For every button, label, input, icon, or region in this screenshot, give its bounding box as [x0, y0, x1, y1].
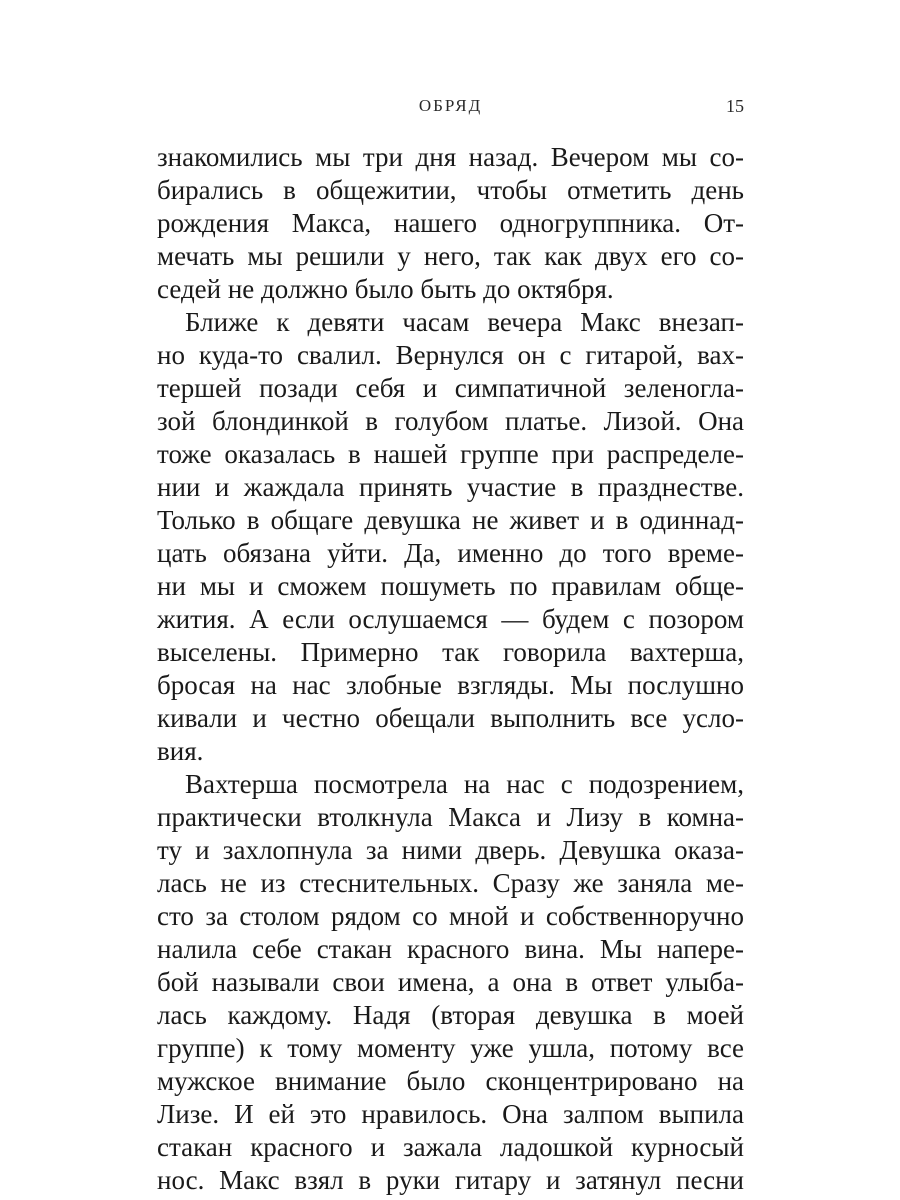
- text-line: бой называли свои имена, а она в ответ улыба-: [157, 967, 744, 997]
- text-line: лась каждому. Надя (вторая девушка в моей: [157, 1000, 744, 1030]
- text-line: седей не должно было быть до октября.: [157, 274, 614, 304]
- text-line: Лизе. И ей это нравилось. Она залпом выпила: [157, 1099, 744, 1129]
- text-line: ту и захлопнула за ними дверь. Девушка оказа-: [157, 835, 744, 865]
- page-header: [157, 96, 744, 126]
- text-line: зой блондинкой в голубом платье. Лизой. Она: [157, 406, 744, 436]
- page-number: 15: [726, 96, 744, 116]
- text-line: жития. А если ослушаемся — будем с позором: [157, 604, 744, 634]
- text-line: практически втолкнула Макса и Лизу в комна-: [157, 802, 744, 832]
- text-line: ни мы и сможем пошуметь по правилам обще-: [157, 571, 744, 601]
- text-line: Вахтерша посмотрела на нас с подозрением,: [185, 769, 744, 799]
- text-line: вия.: [157, 736, 204, 766]
- text-line: мужское внимание было сконцентрировано на: [157, 1066, 744, 1096]
- text-line: Ближе к девяти часам вечера Макс внезап-: [185, 307, 744, 337]
- text-line: нос. Макс взял в руки гитару и затянул песни: [157, 1165, 744, 1195]
- text-line: выселены. Примерно так говорила вахтерша,: [157, 637, 744, 667]
- text-line: мечать мы решили у него, так как двух его со-: [157, 241, 744, 271]
- text-line: рождения Макса, нашего одногруппника. От-: [157, 208, 744, 238]
- text-line: стакан красного и зажала ладошкой курносый: [157, 1132, 744, 1162]
- text-line: Только в общаге девушка не живет и в одиннад-: [157, 505, 744, 535]
- text-line: кивали и честно обещали выполнить все усло-: [157, 703, 744, 733]
- text-line: бросая на нас злобные взгляды. Мы послушно: [157, 670, 744, 700]
- text-line: но куда-то свалил. Вернулся он с гитарой, вах-: [157, 340, 744, 370]
- text-line: налила себе стакан красного вина. Мы напере-: [157, 934, 744, 964]
- text-line: цать обязана уйти. Да, именно до того време-: [157, 538, 744, 568]
- text-line: бирались в общежитии, чтобы отметить день: [157, 175, 744, 205]
- text-line: группе) к тому моменту уже ушла, потому все: [157, 1033, 744, 1063]
- text-line: тоже оказалась в нашей группе при распределе-: [157, 439, 744, 469]
- text-line: тершей позади себя и симпатичной зеленогла-: [157, 373, 744, 403]
- text-line: нии и жаждала принять участие в празднестве.: [157, 472, 744, 502]
- text-line: лась не из стеснительных. Сразу же заняла ме-: [157, 868, 744, 898]
- body-text: [157, 141, 744, 1197]
- text-line: сто за столом рядом со мной и собственноручно: [157, 901, 744, 931]
- text-line: знакомились мы три дня назад. Вечером мы со-: [157, 142, 744, 172]
- running-title: ОБРЯД: [418, 96, 483, 115]
